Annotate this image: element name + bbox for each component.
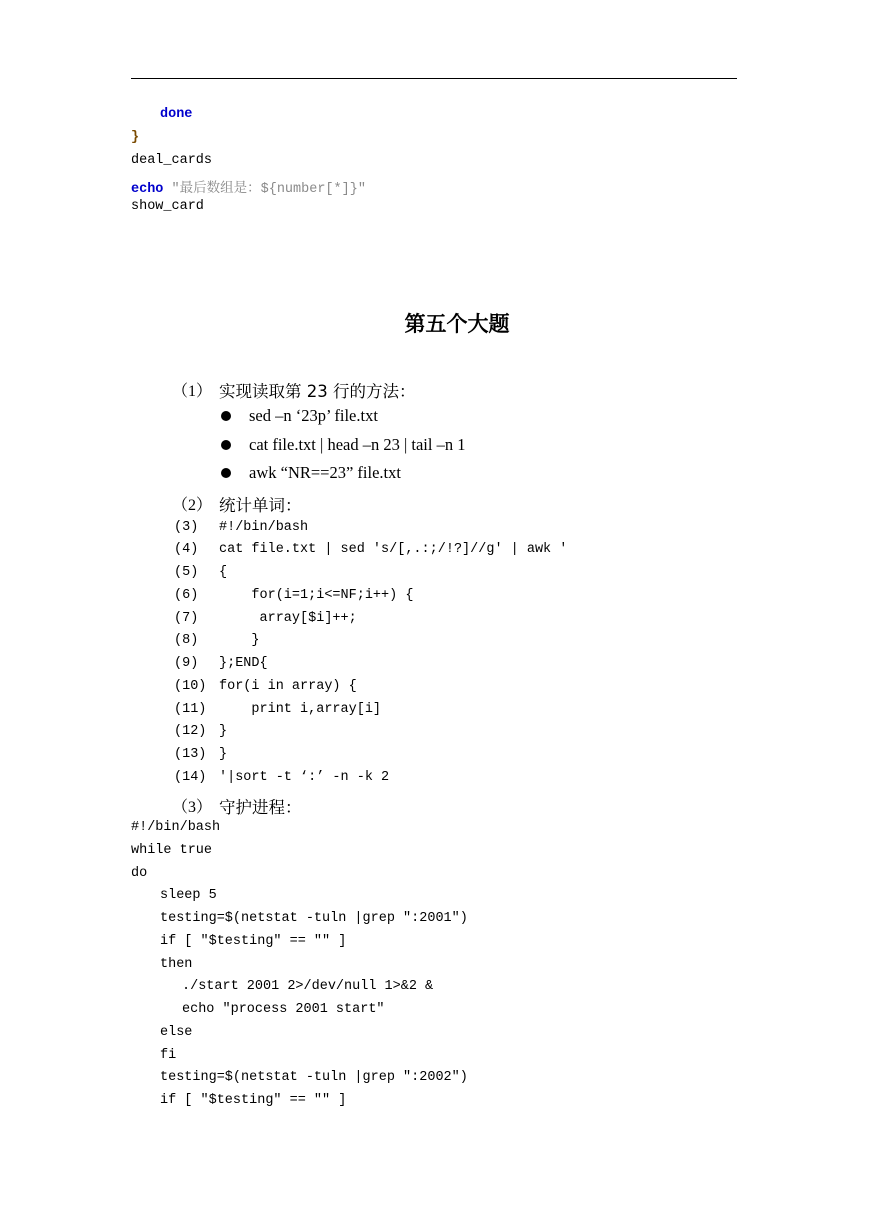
q3-number: （3） [172,799,213,816]
code-deal-cards: deal_cards [131,153,213,168]
code-close-brace: } [131,130,140,145]
q2-line-num: (5) [174,565,199,580]
q2-number: （2） [172,497,213,514]
q2-line-code: } [219,747,228,762]
q3-code-line: then [160,957,193,972]
q2-line-num: (12) [174,724,207,739]
q1-bullet-3: awk “NR==23” file.txt [249,463,401,482]
q3-code-line: do [131,866,148,881]
q2-line-code: for(i=1;i<=NF;i++) { [219,588,414,603]
q2-line-num: (7) [174,611,199,626]
bullet-dot [221,468,231,478]
q2-line-code: } [219,633,260,648]
q2-line-code: for(i in array) { [219,679,357,694]
q3-code-line: #!/bin/bash [131,820,221,835]
q2-line-code: } [219,724,228,739]
q2-line-num: (9) [174,656,199,671]
code-echo-string: "最后数组是：${number[*]}" [171,182,366,197]
code-echo-keyword: echo [131,182,164,197]
q2-line-code: { [219,565,228,580]
header-rule [131,78,737,79]
q2-line-num: (3) [174,520,199,535]
q3-code-line: if [ "$testing" == "" ] [160,1093,347,1108]
q2-title: 统计单词： [219,496,302,515]
code-echo-line [131,176,366,197]
q2-line-code: '|sort -t ‘:’ -n -k 2 [219,770,390,785]
q3-code-line: testing=$(netstat -tuln |grep ":2002") [160,1070,468,1085]
q1-bullet-2: cat file.txt | head –n 23 | tail –n 1 [249,435,466,454]
q2-line-num: (11) [174,702,207,717]
bullet-dot [221,440,231,450]
q3-code-line: while true [131,843,213,858]
q2-line-code: cat file.txt | sed 's/[,.:;/!?]//g' | awk ' [219,542,568,557]
q3-code-line: testing=$(netstat -tuln |grep ":2001") [160,911,468,926]
q3-code-line: sleep 5 [160,888,217,903]
q1-number: （1） [172,383,213,400]
section-title: 第五个大题 [404,312,510,336]
q3-code-line: echo "process 2001 start" [182,1002,385,1017]
q3-title: 守护进程： [219,798,302,817]
q1-bullet-1: sed –n ‘23p’ file.txt [249,406,378,425]
code-show-card: show_card [131,199,204,214]
q2-line-num: (10) [174,679,207,694]
q2-line-num: (4) [174,542,199,557]
q1-title: 实现读取第 23 行的方法： [219,382,416,401]
q2-line-code: };END{ [219,656,268,671]
q3-code-line: if [ "$testing" == "" ] [160,934,347,949]
q2-line-num: (6) [174,588,199,603]
q3-code-line: fi [160,1048,177,1063]
q3-code-line: else [160,1025,193,1040]
q3-code-line: ./start 2001 2>/dev/null 1>&2 & [182,979,434,994]
q2-line-num: (14) [174,770,207,785]
q2-line-num: (13) [174,747,207,762]
bullet-dot [221,411,231,421]
q2-line-code: array[$i]++; [219,611,357,626]
code-done: done [160,107,193,122]
q2-line-num: (8) [174,633,199,648]
q2-line-code: print i,array[i] [219,702,382,717]
q2-line-code: #!/bin/bash [219,520,309,535]
